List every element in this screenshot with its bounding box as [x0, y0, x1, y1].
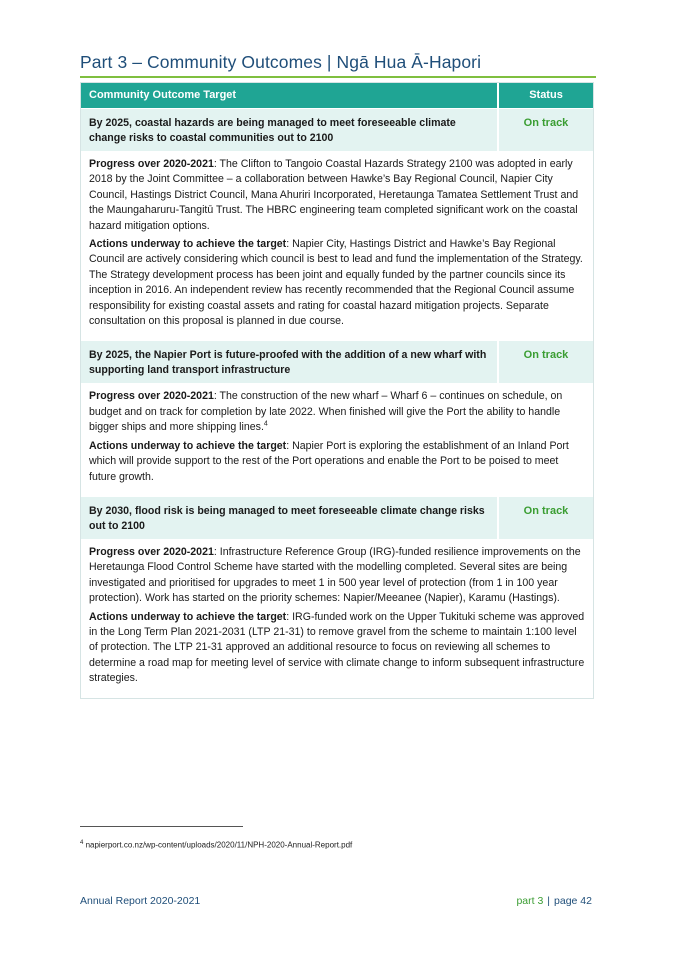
footnote-divider [80, 826, 243, 827]
actions-label: Actions underway to achieve the target [89, 610, 287, 623]
actions-label: Actions underway to achieve the target [89, 439, 287, 452]
progress-label: Progress over 2020-2021 [89, 158, 214, 170]
target-row [81, 340, 593, 383]
target-text: By 2025, the Napier Port is future-proofed with the addition of a new wharf with supporting land transport infrastructure [81, 341, 499, 383]
target-row [81, 108, 593, 151]
footer-page-info [516, 895, 592, 907]
detail-row [81, 151, 593, 340]
footnote-ref: 4 [263, 420, 268, 428]
actions-text: : Napier City, Hastings District and Hawke’s Bay Regional Council are actively considering which council is best to lead and fund the implementation of the Strategy. The Strategy development process has been joint and equally funded by the partner councils since its inception in 2016. An independent review has recently recommended that the Regional Council assume responsibility for existing coastal assets and rating for coastal hazard mitigation projects. Separate consultation on this proposal is planned in due course. [89, 238, 583, 328]
actions-paragraph [89, 610, 585, 687]
progress-paragraph [89, 157, 585, 234]
status-badge: On track [523, 117, 569, 129]
progress-label: Progress over 2020-2021 [89, 545, 214, 558]
progress-label: Progress over 2020-2021 [89, 390, 214, 403]
title-underline [80, 76, 596, 78]
actions-paragraph [89, 439, 585, 485]
column-header-status: Status [529, 89, 563, 101]
progress-text: : The construction of the new wharf – Wharf 6 – continues on schedule, on budget and on track for completion by late 2022. When finished will give the Port the ability to handle bigger ships and more shipping lines. [89, 390, 563, 434]
footer-separator: | [547, 895, 551, 907]
footer-page-number: page 42 [554, 895, 592, 907]
footnote [80, 840, 352, 850]
actions-label: Actions underway to achieve the target [89, 238, 287, 251]
outcomes-table [80, 82, 594, 699]
footer-report-title: Annual Report 2020-2021 [80, 895, 201, 907]
actions-text: : IRG-funded work on the Upper Tukituki scheme was approved in the Long Term Plan 2021-2031 (LTP 21-31) to remove gravel from the scheme to maintain 1:100 level of protection. The LTP 21-31 approved an additional resource to focus on reviewing all schemes to determine a road map for meeting level of service with climate change to inform subsequent infrastructure strategies. [89, 610, 585, 685]
detail-row [81, 383, 593, 495]
table-header [81, 83, 593, 108]
footnote-number: 4 [80, 840, 84, 846]
progress-text: : The Clifton to Tangoio Coastal Hazards Strategy 2100 was adopted in early 2018 by the Joint Committee – a collaboration between Hawke’s Bay Regional Council, Napier City Council, Hastings District Council, Mana Ahuriri Incorporated, Heretaunga Tamatea Settlement Trust and the Maungaharuru-Tangitū Trust. The HBRC engineering team completed significant work on the coastal hazard mitigation options. [89, 158, 579, 232]
progress-paragraph [89, 545, 585, 607]
status-badge: On track [523, 504, 569, 517]
target-text: By 2025, coastal hazards are being managed to meet foreseeable climate change risks to coastal communities out to 2100 [81, 109, 499, 151]
progress-paragraph [89, 389, 585, 435]
footnote-link[interactable]: napierport.co.nz/wp-content/uploads/2020/11/NPH-2020-Annual-Report.pdf [85, 840, 353, 850]
column-header-target: Community Outcome Target [81, 83, 499, 108]
actions-text: : Napier Port is exploring the establishment of an Inland Port which will provide support to the rest of the Port operations and enable the Port to be poised to meet future growth. [89, 439, 569, 483]
page-title: Part 3 – Community Outcomes | Ngā Hua Ā-Hapori [80, 52, 482, 72]
status-badge: On track [523, 349, 569, 362]
detail-row [81, 539, 593, 698]
footer-part: part 3 [516, 895, 544, 907]
progress-text: : Infrastructure Reference Group (IRG)-funded resilience improvements on the Heretaunga Flood Control Scheme have started with the modelling completed. Several sites are being investigated and prioritised for upgrades to meet 1 in 500 year level of protection (from 1 in 100 year protection). Work has started on the priority schemes: Napier/Meeanee (Napier), Karamu (Hastings). [89, 545, 581, 605]
target-text: By 2030, flood risk is being managed to meet foreseeable climate change risks out to 2100 [81, 497, 499, 539]
target-row [81, 496, 593, 539]
actions-paragraph [89, 237, 585, 329]
